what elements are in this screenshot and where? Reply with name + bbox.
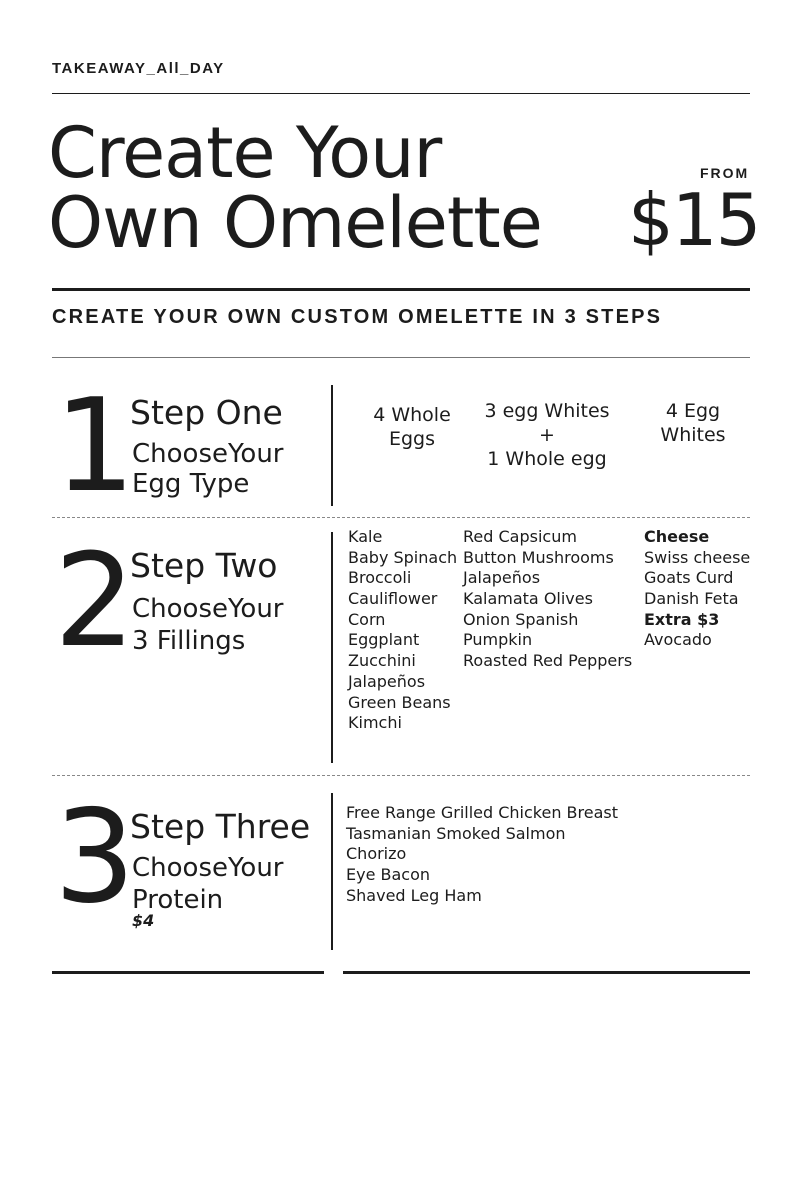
filling-item: Pumpkin [463, 630, 533, 650]
protein-item: Tasmanian Smoked Salmon [346, 823, 566, 843]
filling-item: Avocado [644, 630, 712, 650]
header-divider [52, 93, 750, 94]
title-line-2: Own Omelette [48, 182, 542, 264]
egg-option-mixed-line-2: + [539, 424, 555, 446]
price-amount: $15 [628, 178, 760, 262]
step-three-sub-2: Protein [132, 885, 224, 915]
filling-item: Danish Feta [644, 589, 739, 609]
step-one-number: 1 [54, 372, 136, 521]
protein-addon-price: $4 [132, 911, 155, 930]
page-title [48, 112, 542, 264]
filling-item: Goats Curd [644, 568, 734, 588]
filling-item: Button Mushrooms [463, 547, 614, 567]
filling-item: Swiss cheese [644, 547, 751, 567]
egg-option-mixed-line-1: 3 egg Whites [484, 400, 610, 422]
filling-item: Roasted Red Peppers [463, 651, 633, 671]
filling-item: Baby Spinach [348, 547, 458, 567]
footer-rule-left [52, 971, 324, 974]
step-two-sub-1: ChooseYour [132, 594, 284, 624]
subtitle-divider [52, 357, 750, 358]
step-three-sub-1: ChooseYour [132, 853, 284, 883]
filling-item: Cauliflower [348, 589, 438, 609]
step-two-title: Step Two [130, 546, 278, 585]
filling-item: Eggplant [348, 630, 420, 650]
filling-item: Corn [348, 609, 386, 629]
brand-name: TAKEAWAY_All_DAY [52, 60, 225, 77]
subtitle: CREATE YOUR OWN CUSTOM OMELETTE IN 3 STEPS [52, 306, 663, 328]
egg-option-whole-line-1: 4 Whole [373, 404, 451, 426]
title-divider [52, 288, 750, 291]
filling-item: Kimchi [348, 713, 402, 733]
filling-item: Kale [348, 527, 383, 546]
price-from-label: FROM [700, 165, 750, 181]
step-divider-1 [52, 517, 750, 518]
fillings-column-3 [644, 527, 750, 651]
egg-option-whites-line-1: 4 Egg [665, 400, 721, 422]
step-one-sub-1: ChooseYour [132, 439, 284, 469]
egg-option-whole [362, 403, 462, 451]
filling-item: Onion Spanish [463, 609, 579, 629]
egg-option-mixed-line-3: 1 Whole egg [487, 448, 607, 470]
step-divider-2 [52, 775, 750, 776]
filling-item: Zucchini [348, 651, 416, 671]
egg-option-whites [648, 399, 738, 447]
step-two-number: 2 [54, 527, 136, 676]
step-one-sub-2: Egg Type [132, 469, 250, 499]
extra-heading: Extra $3 [644, 609, 720, 629]
filling-item: Broccoli [348, 568, 412, 588]
protein-list [346, 803, 618, 906]
protein-item: Eye Bacon [346, 865, 431, 885]
fillings-column-2 [463, 527, 632, 672]
egg-option-whole-line-2: Eggs [388, 428, 436, 450]
step-one-divider [331, 385, 333, 506]
filling-item: Jalapeños [348, 671, 426, 691]
fillings-column-1 [348, 527, 457, 734]
title-line-1: Create Your [48, 112, 442, 194]
step-one-title: Step One [130, 393, 283, 432]
filling-item: Red Capsicum [463, 527, 577, 546]
protein-item: Chorizo [346, 844, 407, 864]
step-two-divider [331, 532, 333, 763]
filling-item: Green Beans [348, 692, 451, 712]
footer-rule-right [343, 971, 750, 974]
filling-item: Kalamata Olives [463, 589, 593, 609]
filling-item: Jalapeños [463, 568, 541, 588]
step-three-divider [331, 793, 333, 950]
protein-item: Shaved Leg Ham [346, 885, 482, 905]
egg-option-whites-line-2: Whites [660, 424, 726, 446]
step-two-sub-2: 3 Fillings [132, 626, 246, 656]
step-three-number: 3 [54, 783, 136, 932]
egg-option-mixed [472, 399, 622, 471]
step-three-title: Step Three [130, 807, 311, 846]
cheese-heading: Cheese [644, 527, 710, 546]
protein-item: Free Range Grilled Chicken Breast [346, 803, 619, 822]
